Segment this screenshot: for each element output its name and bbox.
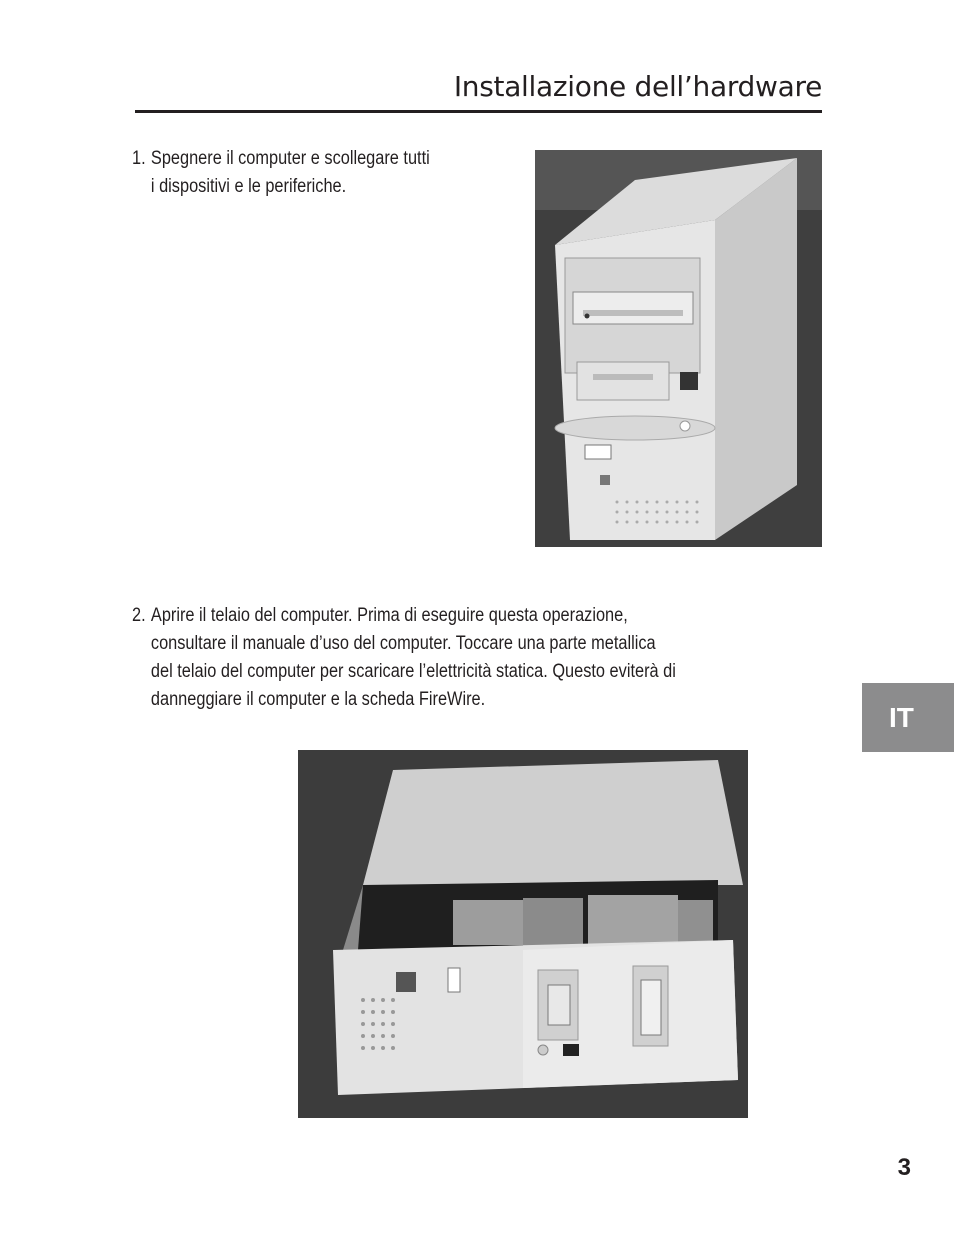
title-rule (135, 110, 822, 113)
tower-computer-photo (535, 150, 822, 547)
language-tab: IT (862, 683, 954, 752)
open-chassis-photo (298, 750, 748, 1118)
step-text: Spegnere il computer e scollegare tutti i dispositivi e le periferiche. (150, 148, 430, 197)
page-number: 3 (897, 1154, 911, 1181)
step-1 (132, 145, 502, 201)
step-number: 1. (132, 148, 146, 169)
step-text: Aprire il telaio del computer. Prima di eseguire questa operazione, consultare il manuale d’uso del computer. Toccare una parte metallica del telaio del computer per scaricare l’elettricità statica. Questo eviterà di danneggiare il computer e la scheda FireWire. (150, 605, 676, 710)
page-title: Installazione dell’hardware (453, 70, 822, 103)
step-number: 2. (132, 605, 146, 626)
step-2 (132, 602, 811, 714)
